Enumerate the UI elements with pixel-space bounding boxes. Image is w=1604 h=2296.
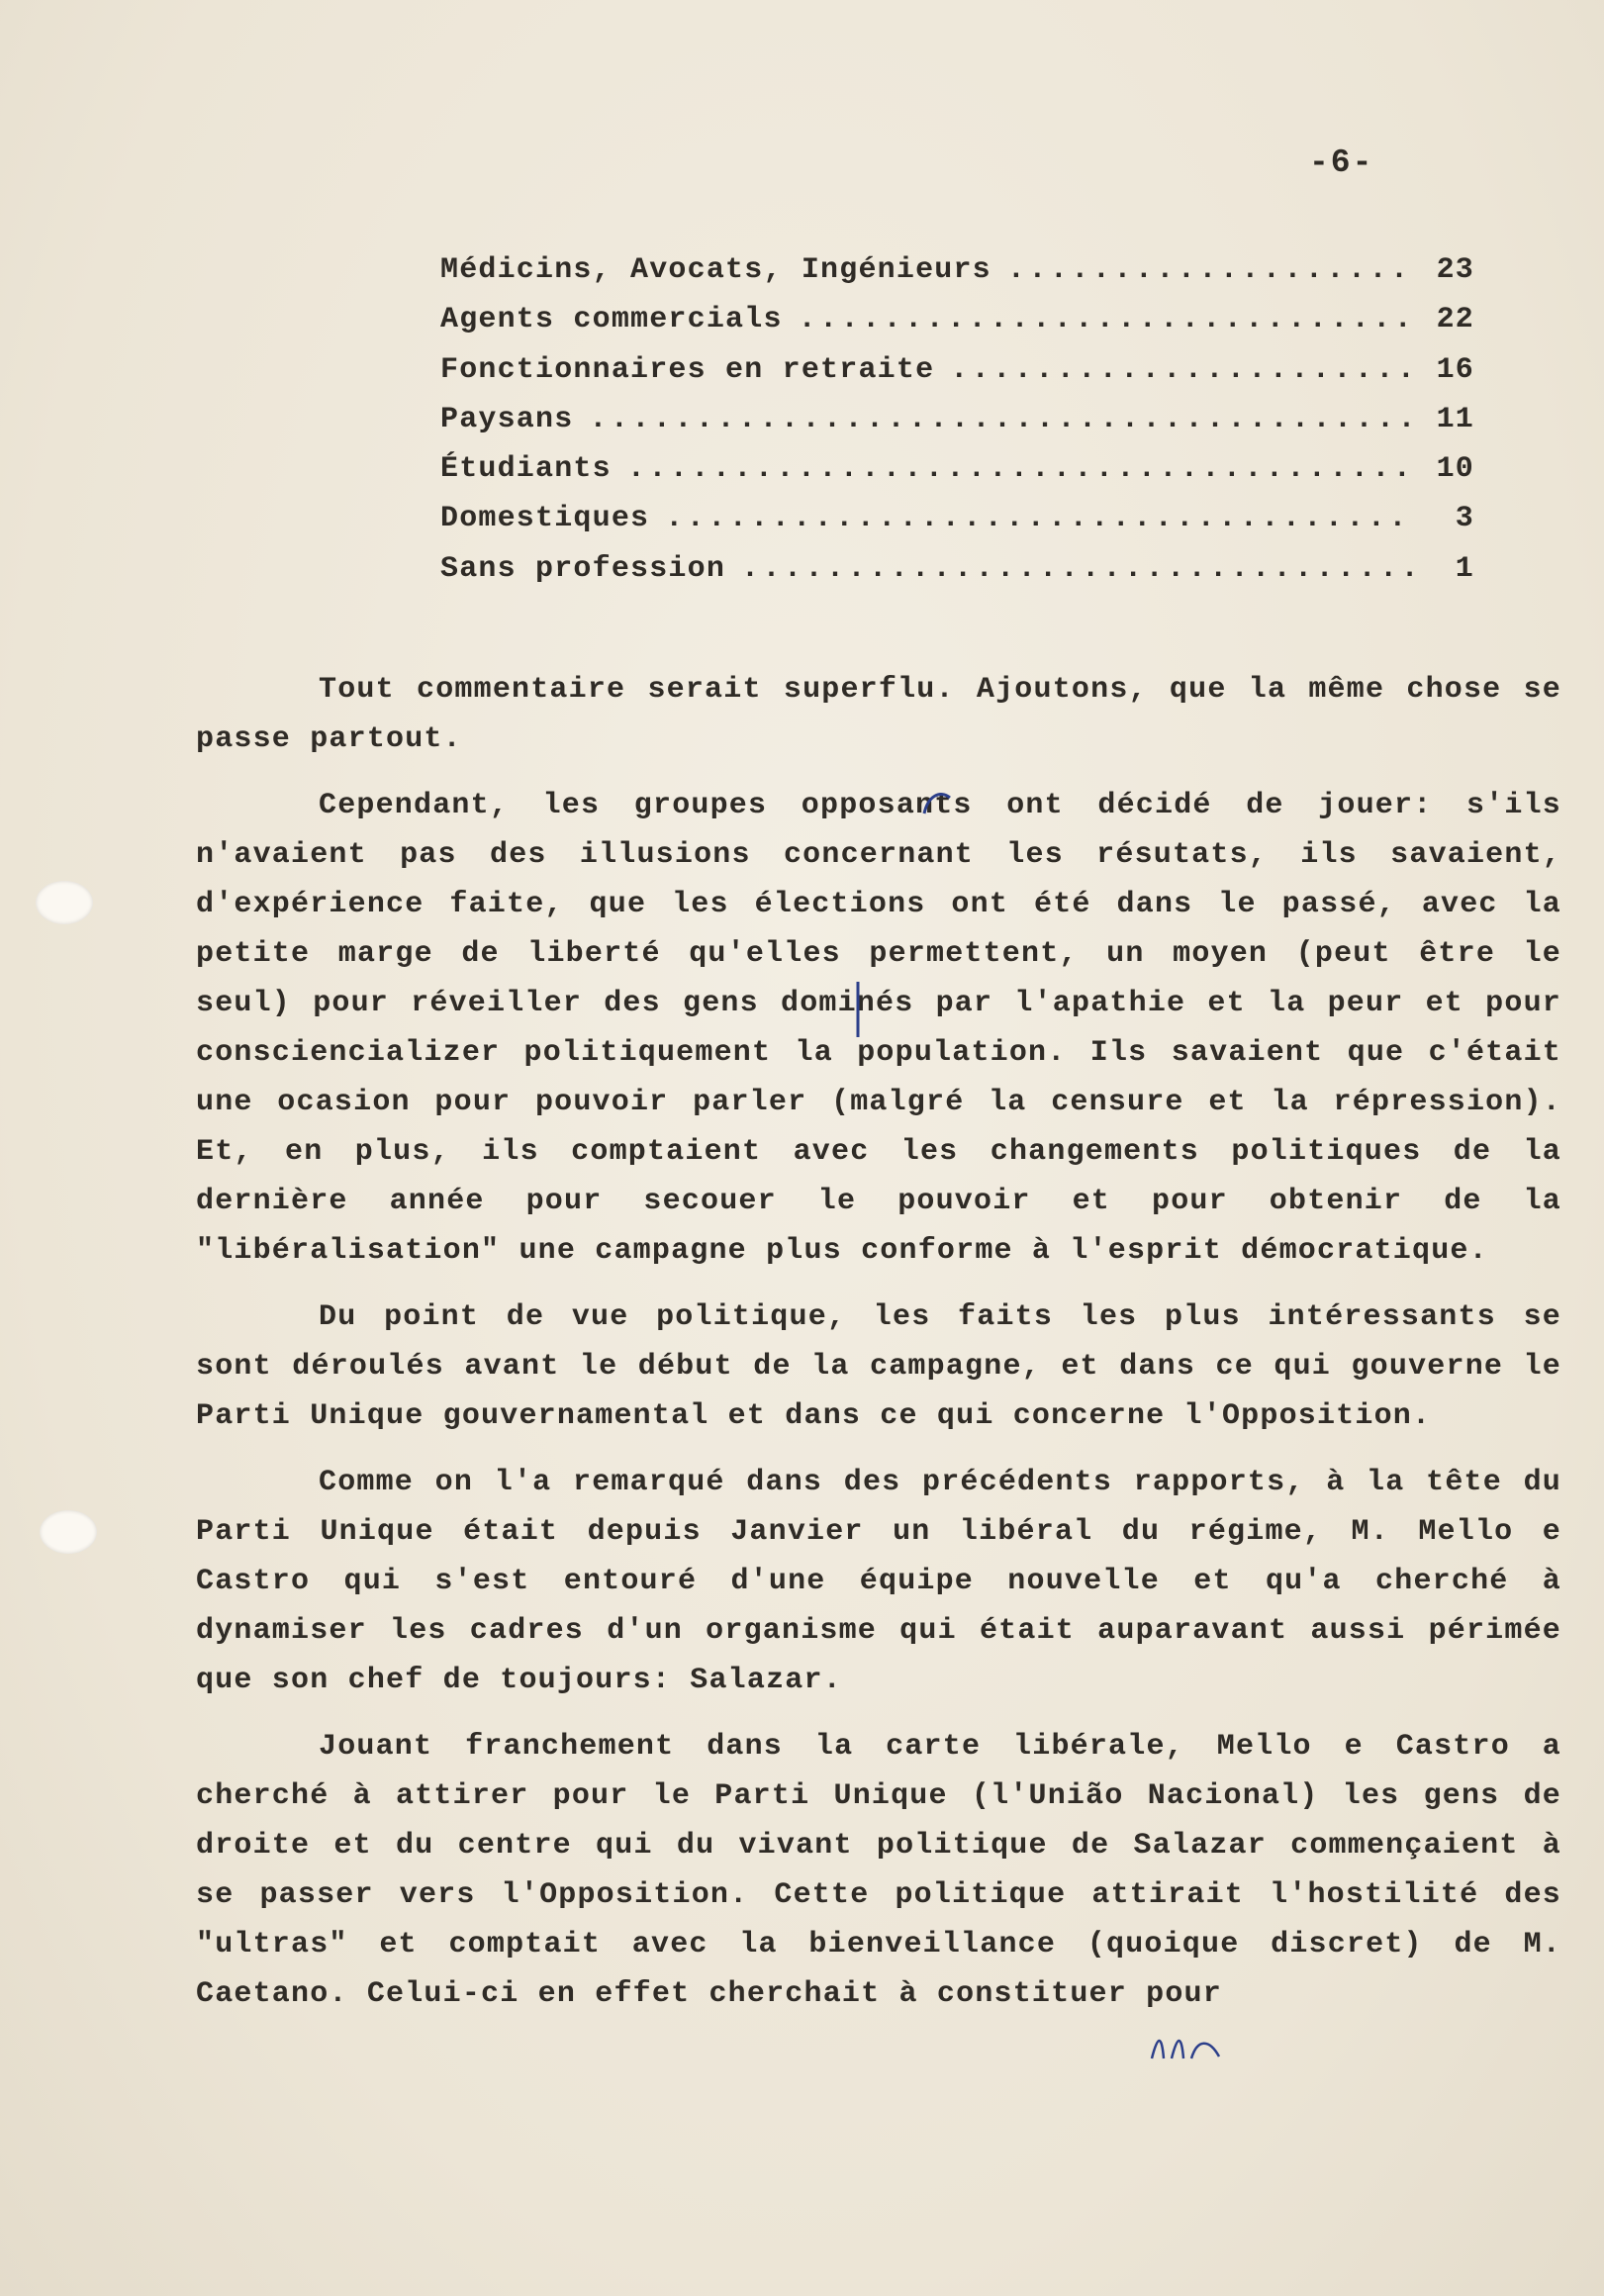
paragraph: Du point de vue politique, les faits les plus intéressants se sont déroulés avant le début de la campagne, et dans ce qui gouverne le Parti Unique gouvernamental et dans ce qui concerne l'Opposition. <box>196 1300 1561 1433</box>
profession-count: 3 <box>1455 502 1474 536</box>
paragraph: Jouant franchement dans la carte libérale, Mello e Castro a cherché à attirer pour le Parti Unique (l'União Nacional) les gens de droite et du centre qui du vivant politique de Salazar commençaient à se passer vers l'Opposition. Cette politique attirait l'hostilité des "ultras" et comptait avec la bienveillance (quoique discret) de M. Caetano. Celui-ci en effet cherchait à constituer pour <box>196 1730 1561 2011</box>
paragraph: Comme on l'a remarqué dans des précédents rapports, à la tête du Parti Unique était depuis Janvier un libéral du régime, M. Mello e Castro qui s'est entouré d'une équipe nouvelle et qu'a cherché à dynamiser les cadres d'un organisme qui était auparavant aussi périmée que son chef de toujours: Salazar. <box>196 1466 1561 1697</box>
profession-count: 16 <box>1436 352 1474 387</box>
profession-label: Sans profession <box>440 551 726 586</box>
paragraph: Tout commentaire serait superflu. Ajoutons, que la même chose se passe partout. <box>196 673 1561 756</box>
list-item <box>440 502 1474 551</box>
dot-leader <box>627 452 1416 486</box>
punch-hole-top <box>36 881 93 924</box>
profession-label: Paysans <box>440 402 574 436</box>
list-item <box>440 403 1474 452</box>
profession-label: Étudiants <box>440 452 612 487</box>
punch-hole-bottom <box>40 1510 97 1554</box>
profession-count: 10 <box>1436 452 1474 487</box>
dot-leader <box>589 403 1416 436</box>
pen-correction-mark <box>920 784 956 817</box>
list-item <box>440 552 1474 602</box>
list-item <box>440 452 1474 502</box>
dot-leader <box>741 552 1416 586</box>
profession-count: 11 <box>1436 402 1474 436</box>
page-number: -6- <box>1309 144 1374 181</box>
profession-label: Agents commercials <box>440 303 783 337</box>
profession-count: 22 <box>1436 303 1474 337</box>
dot-leader <box>950 353 1416 387</box>
paragraph: Cependant, les groupes opposants ont décidé de jouer: s'ils n'avaient pas des illusions concernant les résutats, ils savaient, d'expérience faite, que les élections ont été dans le passé, avec la petite marge de liberté qu'elles permettent, un moyen (peut être le seul) pour réveiller des gens dominés par l'apathie et la peur et pour consciencializer politiquement la population. Ils savaient que c'était une ocasion pour pouvoir parler (malgré la censure et la répression). Et, en plus, ils comptaient avec les changements politiques de la dernière année pour secouer le pouvoir et pour obtenir de la "libéralisation" une campagne plus conforme à l'esprit démocratique. <box>196 789 1561 1268</box>
profession-list <box>440 253 1474 602</box>
profession-count: 1 <box>1455 551 1474 586</box>
list-item <box>440 303 1474 352</box>
list-item <box>440 353 1474 403</box>
pen-correction-mark <box>851 980 865 1039</box>
dot-leader <box>799 303 1416 336</box>
body-text <box>196 665 1561 2036</box>
dot-leader <box>1007 253 1416 287</box>
list-item <box>440 253 1474 303</box>
profession-label: Domestiques <box>440 502 650 536</box>
profession-label: Fonctionnaires en retraite <box>440 352 935 387</box>
pen-correction-mark <box>1148 2029 1227 2068</box>
dot-leader <box>665 502 1416 535</box>
profession-label: Médicins, Avocats, Ingénieurs <box>440 253 991 287</box>
profession-count: 23 <box>1436 253 1474 287</box>
